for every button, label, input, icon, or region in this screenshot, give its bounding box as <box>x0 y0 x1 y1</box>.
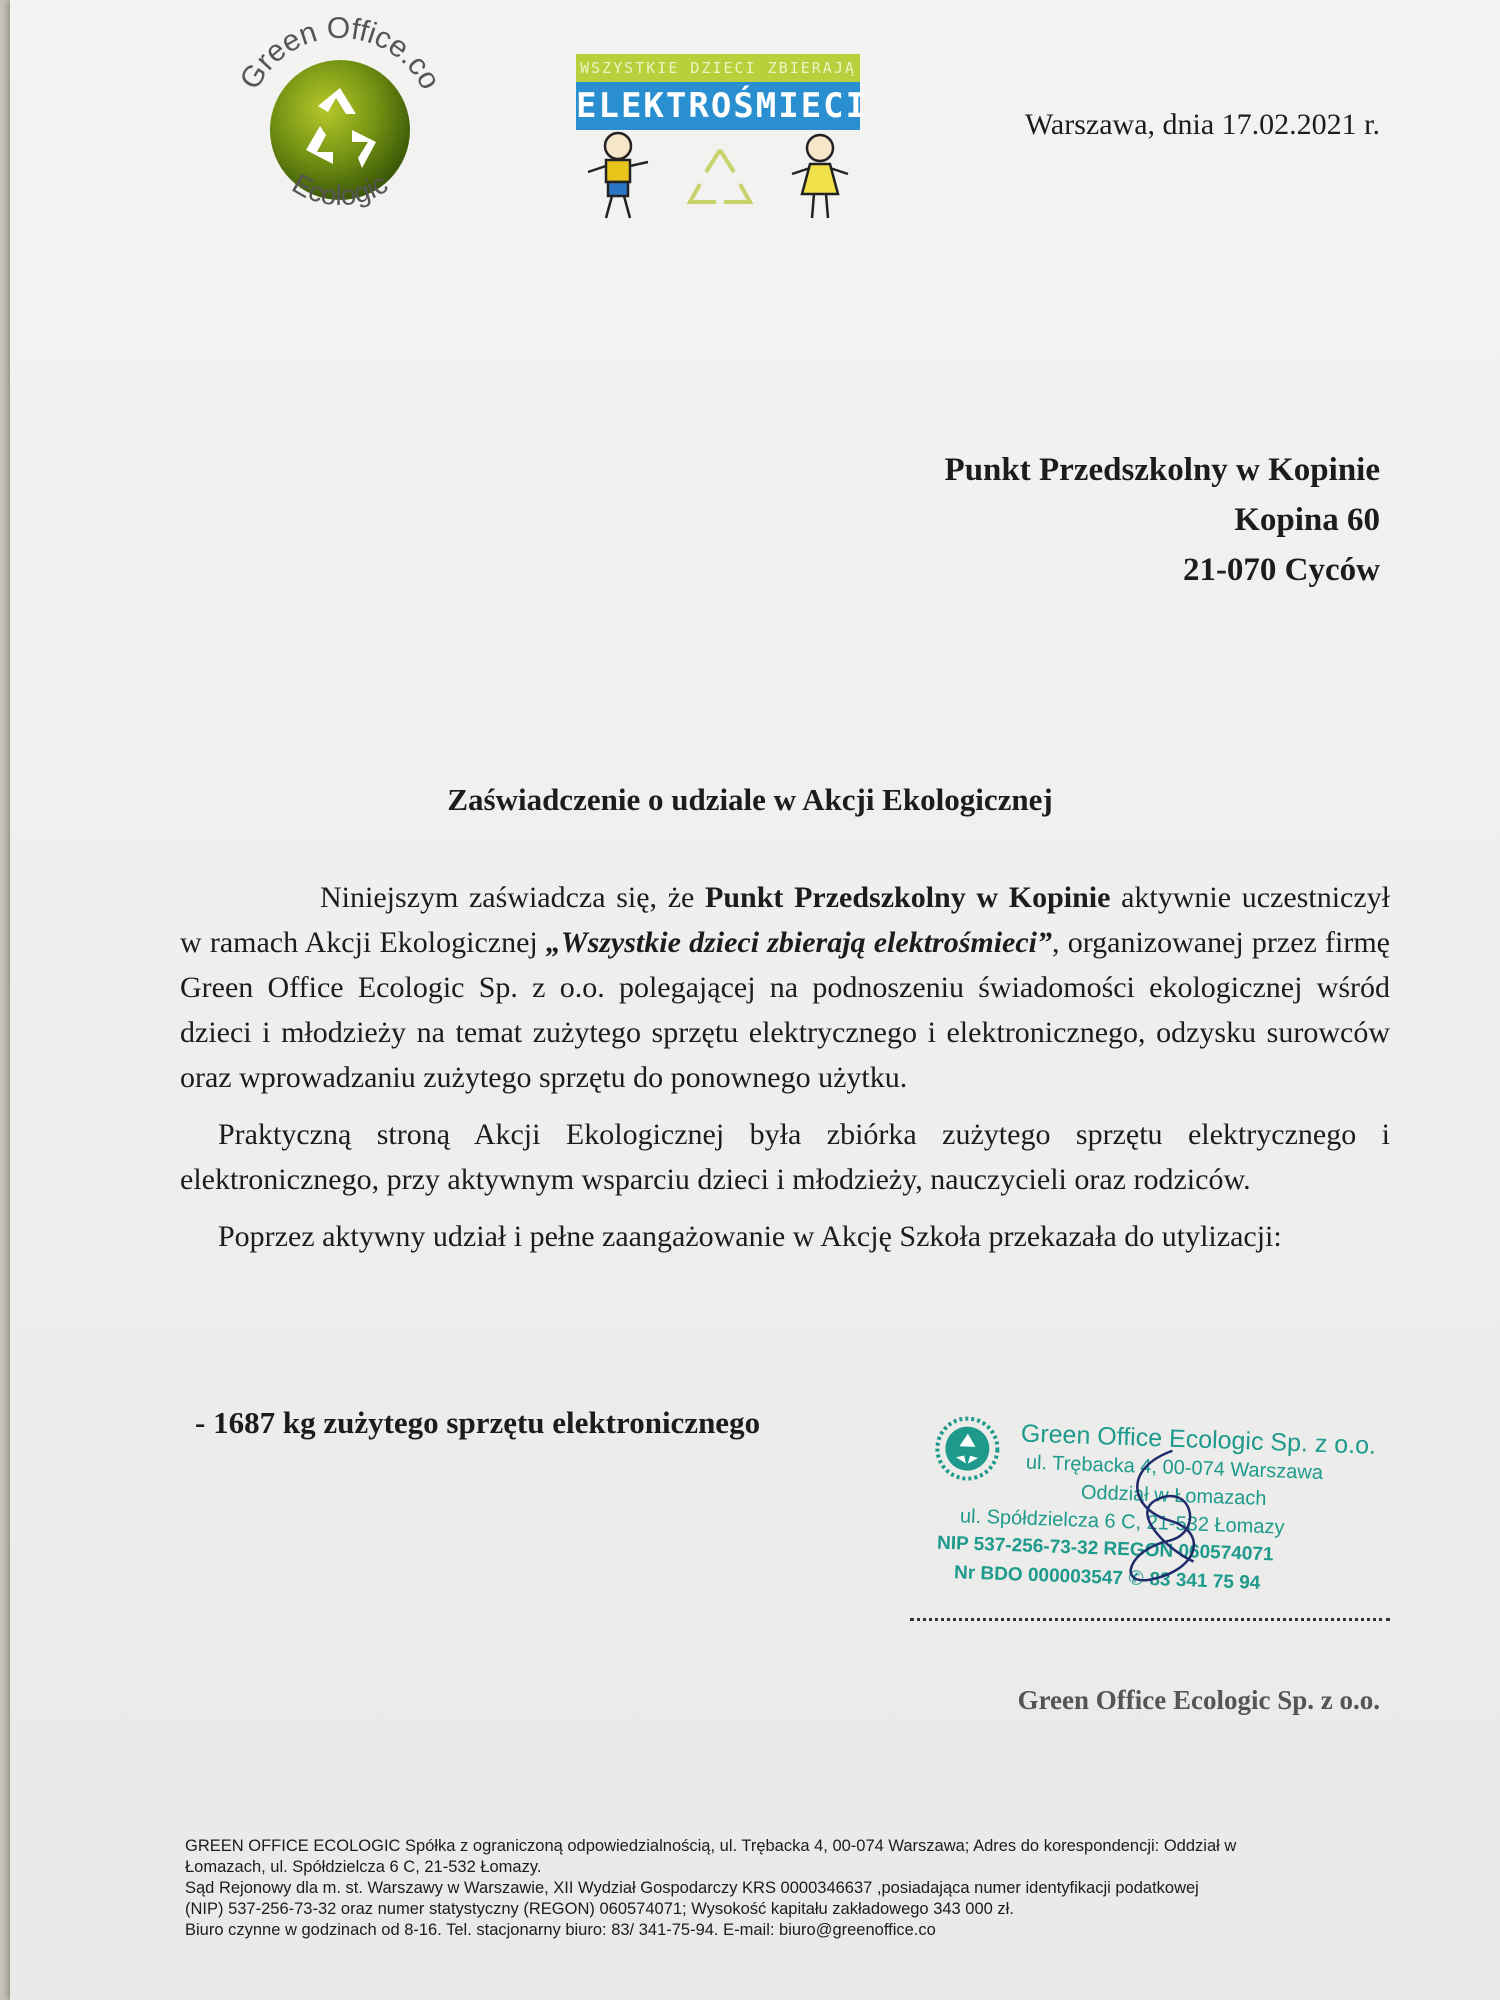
signer-name: Green Office Ecologic Sp. z o.o. <box>1017 1685 1380 1715</box>
logo-arc-bottom: Ecologic <box>287 167 393 212</box>
footer-line-3: Sąd Rejonowy dla m. st. Warszawy w Warszawie, XII Wydział Gospodarczy KRS 0000346637 ,posiadająca numer identyfikacji podatkowej <box>185 1879 1199 1897</box>
letter-footer <box>185 1836 1385 1941</box>
document-title: Zaświadczenie o udziale w Akcji Ekologicznej <box>447 782 1053 817</box>
letter-date: Warszawa, dnia 17.02.2021 r. <box>1025 108 1380 141</box>
boy-figure-icon <box>588 133 648 218</box>
letter-body <box>180 875 1390 1271</box>
green-office-logo <box>210 10 470 240</box>
recipient-city: 21-070 Cyców <box>1182 552 1380 588</box>
recipient-street: Kopina 60 <box>1234 502 1380 538</box>
signature-line <box>910 1618 1390 1621</box>
recipient-address <box>945 445 1380 595</box>
stamp-tax-ids: NIP 537-256-73-32 REGON 060574071 <box>936 1532 1274 1566</box>
stamp-company-name: Green Office Ecologic Sp. z o.o. <box>1020 1419 1377 1460</box>
campaign-logo <box>570 50 870 230</box>
stamp-branch: Oddział w Łomazach <box>1080 1481 1267 1511</box>
handwritten-signature <box>1108 1439 1223 1593</box>
logo-arc-top: Green Office.co <box>233 11 447 96</box>
footer-line-2: Łomazach, ul. Spółdzielcza 6 C, 21-532 Łomazy. <box>185 1858 542 1876</box>
footer-line-5: Biuro czynne w godzinach od 8-16. Tel. stacjonarny biuro: 83/ 341-75-94. E-mail: biuro@greenoffice.co <box>185 1921 936 1939</box>
collected-amount: - 1687 kg zużytego sprzętu elektronicznego <box>195 1405 761 1440</box>
company-stamp <box>927 1412 1377 1627</box>
paragraph-2: Praktyczną stroną Akcji Ekologicznej była zbiórka zużytego sprzętu elektrycznego i elektronicznego, przy aktywnym wsparciu dzieci i młodzieży, nauczycieli oraz rodziców. <box>180 1118 1390 1196</box>
stamp-recycle-icon <box>931 1412 1003 1484</box>
recipient-name: Punkt Przedszkolny w Kopinie <box>944 452 1380 488</box>
stamp-bdo-phone: Nr BDO 000003547 ✆ 83 341 75 94 <box>953 1562 1261 1594</box>
recycle-icon <box>690 150 750 202</box>
campaign-name: „Wszystkie dzieci zbierają elektrośmieci” <box>545 926 1053 959</box>
campaign-logo-illustration <box>570 128 870 228</box>
paragraph-1: Niniejszym zaświadcza się, że Punkt Przedszkolny w Kopinie aktywnie uczestniczył w ramach Akcji Ekologicznej „Wszystkie dzieci zbierają elektrośmieci”, organizowanej przez firmę Green Office Ecologic Sp. z o.o. polegającej na podnoszeniu świadomości ekologicznej wśród dzieci i młodzieży na temat zużytego sprzętu elektrycznego i elektronicznego, odzysku surowców oraz wprowadzaniu zużytego sprzętu do ponownego użytku. <box>180 881 1390 1094</box>
stamp-address: ul. Trębacka 4, 00-074 Warszawa <box>1025 1451 1324 1484</box>
campaign-logo-title: ELEKTROŚMIECI <box>576 82 860 130</box>
footer-line-4: (NIP) 537-256-73-32 oraz numer statystyczny (REGON) 060574071; Wysokość kapitału zakładowego 343 000 zł. <box>185 1900 1014 1918</box>
footer-line-1: GREEN OFFICE ECOLOGIC Spółka z ograniczoną odpowiedzialnością, ul. Trębacka 4, 00-074 Warszawa; Adres do korespondencji: Oddział w <box>185 1837 1237 1855</box>
paragraph-3: Poprzez aktywny udział i pełne zaangażowanie w Akcję Szkoła przekazała do utylizacji: <box>218 1220 1282 1253</box>
girl-figure-icon <box>792 135 848 218</box>
document-sheet <box>10 0 1500 2000</box>
school-name: Punkt Przedszkolny w Kopinie <box>705 881 1111 914</box>
campaign-logo-top-line: WSZYSTKIE DZIECI ZBIERAJĄ <box>576 54 860 82</box>
stamp-branch-address: ul. Spółdzielcza 6 C, 21-532 Łomazy <box>959 1505 1285 1539</box>
